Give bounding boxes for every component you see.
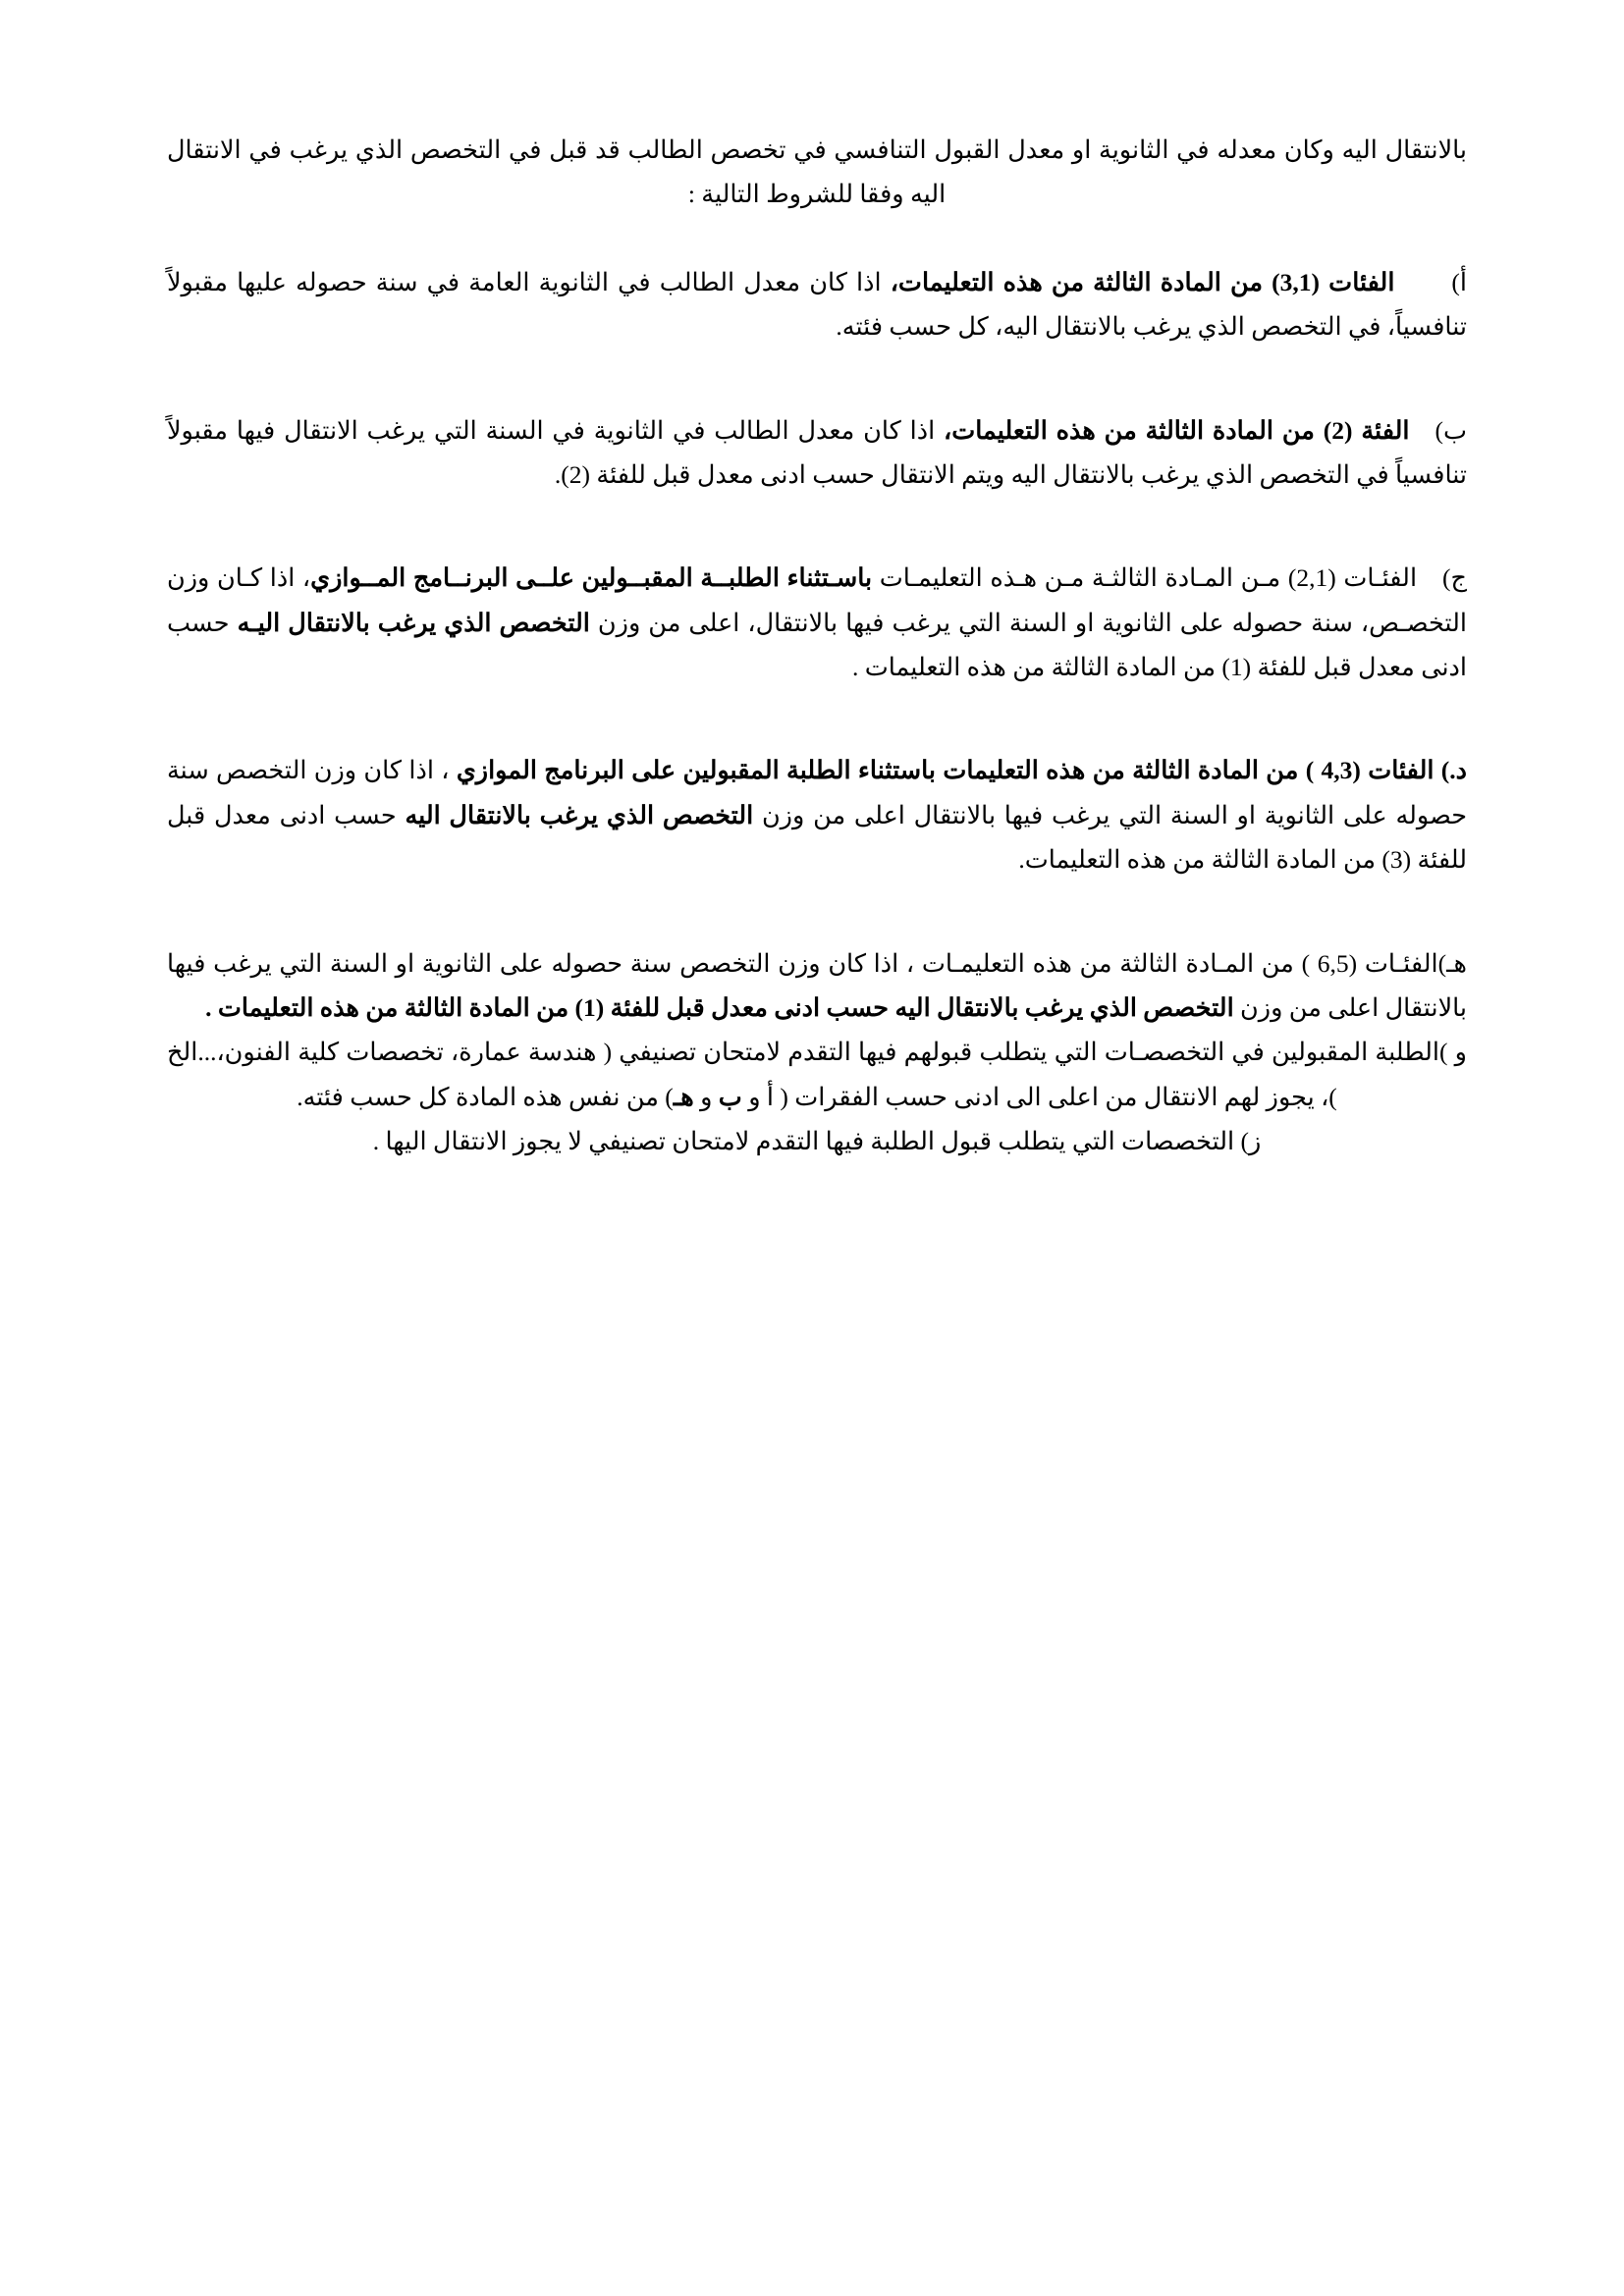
clause-c-marker: ج) [1442,563,1467,593]
clause-c-bold-2: التخصص الذي يرغب بالانتقال اليـه [237,608,590,637]
clause-e-text-2: حسب ادنى معدل قبل للفئة (1) من المادة الثالثة من هذه التعليمات . [205,992,895,1022]
clause-d-marker: د.) [1440,756,1468,785]
clause-a-marker: أ) [1451,267,1467,296]
clause-d-text-2: ، اذا كان وزن التخصص سنة حصوله على الثانوية او السنة التي يرغب فيها بالانتقال اعلى من وزن [167,756,1467,829]
document-body [167,128,1467,1163]
clause-b-text: اذا كان معدل الطالب في الثانوية في السنة التي يرغب الانتقال فيها مقبولاً تنافسياً في التخصص الذي يرغب بالانتقال اليه ويتم الانتقال حسب ادنى معدل قبل للفئة (2). [167,415,1467,489]
clause-g [167,1119,1467,1163]
intro-line-2: قبل في التخصص الذي يرغب في الانتقال اليه وفقا للشروط التالية : [167,135,947,209]
spacer [167,217,1467,260]
clause-e-marker: هـ) [1437,948,1468,978]
clause-f [167,1030,1467,1119]
clause-f-bold-a: ( أ و [741,1082,788,1111]
clause-e [167,941,1467,1031]
clause-f-bold-b: ب [718,1082,742,1111]
spacer [167,689,1467,748]
clause-c-bold-1: باسـتثناء الطلبــة المقبــولين علــى البرنــامج المــوازي [310,563,873,593]
intro-paragraph [167,128,1467,217]
clause-c-text-1: الفئـات (2,1) مـن المـادة الثالثـة مـن هـذه التعليمـات [872,563,1418,593]
clause-a-text: اذا كان معدل الطالب في الثانوية العامة في سنة حصوله عليها مقبولاً تنافسياً، في التخصص الذي يرغب بالانتقال اليه، كل حسب فئته. [167,267,1467,342]
clause-c [167,556,1467,689]
clause-d-text-3: حسب ادنى معدل قبل للفئة (3) من المادة الثالثة من هذه التعليمات. [167,800,1467,875]
clause-c-text-3: حسب ادنى معدل قبل للفئة (1) من المادة الثالثة من هذه التعليمات . [167,608,1467,681]
clause-f-text-2: من نفس هذه المادة كل حسب فئته. [297,1082,666,1111]
clause-b-marker: ب) [1435,415,1467,445]
spacer [167,497,1467,556]
intro-line-1: بالانتقال اليه وكان معدله في الثانوية او معدل القبول التنافسي في تخصص الطالب قد [595,135,1467,164]
clause-g-text: التخصصات التي يتطلب قبول الطلبة فيها التقدم لامتحان تصنيفي لا يجوز الانتقال اليها . [372,1127,1241,1155]
clause-e-text-1: الفئـات (6,5 ) من المـادة الثالثة من هذه التعليمـات ، اذا كان وزن التخصص سنة حصوله على الثانوية او السنة التي يرغب فيها بالانتقال اعلى من وزن [167,948,1467,1022]
spacer [167,882,1467,941]
clause-e-bold-1: التخصص الذي يرغب بالانتقال اليه [894,992,1234,1022]
clause-d [167,748,1467,881]
clause-f-bold-h: هـ [673,1082,694,1111]
clause-f-marker: و ) [1439,1038,1467,1067]
clause-g-marker: ز) [1240,1127,1262,1155]
clause-f-bold-mid: و [693,1082,719,1111]
clause-f-bold-close: ) [665,1082,674,1111]
clause-a [167,260,1467,349]
clause-b [167,408,1467,498]
clause-b-bold-lead: الفئة (2) من المادة الثالثة من هذه التعليمات، [944,415,1410,445]
clause-a-bold-lead: الفئات (3,1) من المادة الثالثة من هذه التعليمات، [890,267,1395,296]
clause-d-bold-2: التخصص الذي يرغب بالانتقال اليه [405,800,754,829]
spacer [167,349,1467,408]
clause-d-space [1434,756,1440,784]
clause-d-bold-1: الفئات (4,3 ) من المادة الثالثة من هذه التعليمات باستثناء الطلبة المقبولين على البرنامج الموازي [456,756,1435,785]
clause-f-text-1: الطلبة المقبولين في التخصصـات التي يتطلب قبولهم فيها التقدم لامتحان تصنيفي ( هندسة عمارة، تخصصات كلية الفنون،...الخ )، يجوز لهم الانتقال من اعلى الى ادنى حسب الفقرات [167,1038,1439,1111]
clause-c-text-2: ، اذا كـان وزن التخصـص، سنة حصوله على الثانوية او السنة التي يرغب فيها بالانتقال، اعلى من وزن [167,563,1467,637]
